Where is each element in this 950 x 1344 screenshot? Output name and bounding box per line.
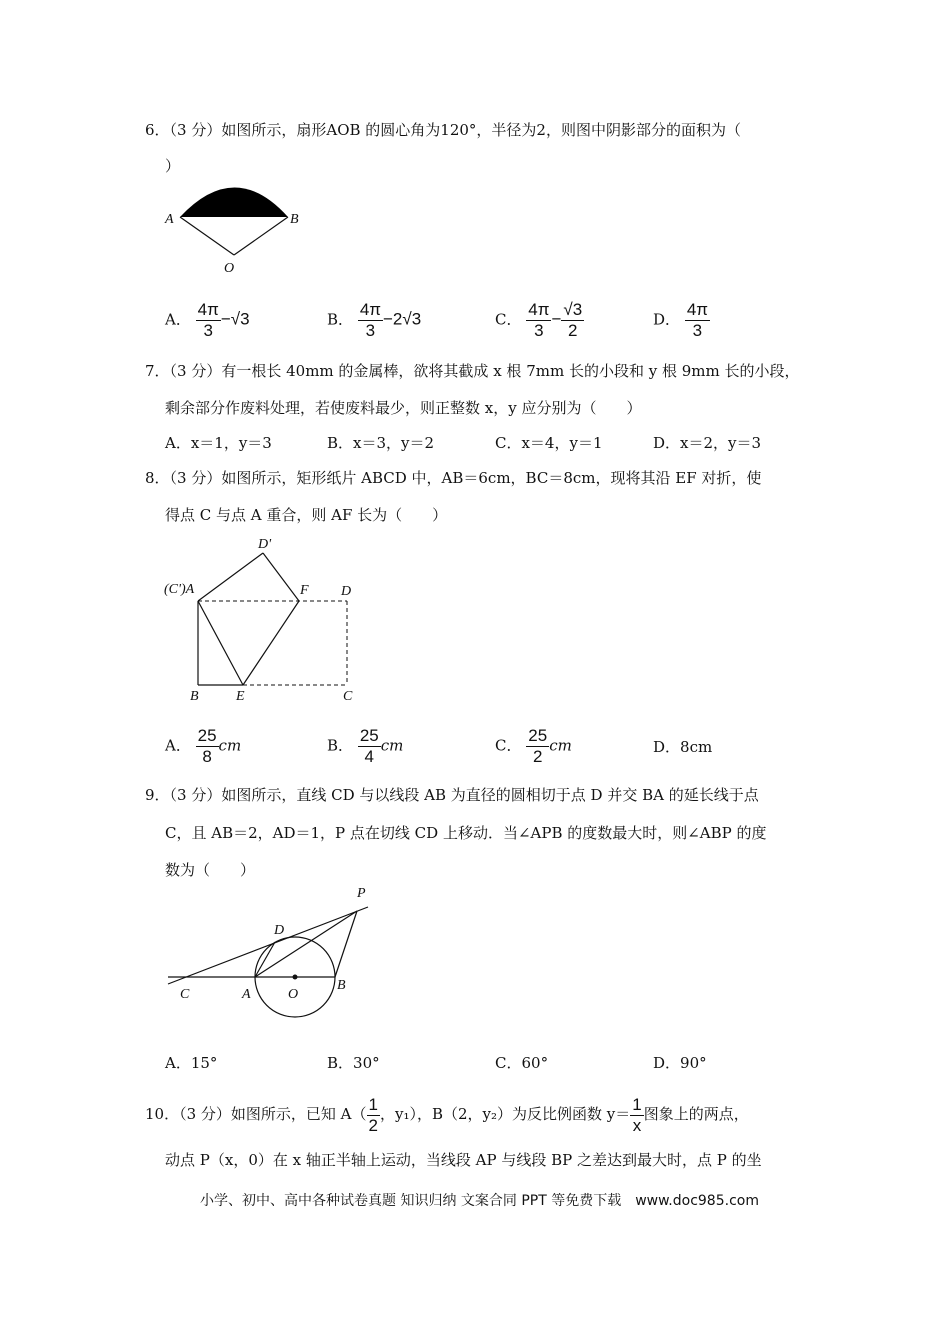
q8-label-d: D — [341, 584, 352, 599]
fraction: $\frac{4\pi}{3}$ — [686, 300, 708, 340]
q8-label-c-prime-a: (C')A — [164, 582, 195, 597]
option-letter: A． — [165, 310, 191, 329]
q6-label-o: O — [224, 261, 235, 276]
q8-text-line2: 得点 C 与点 A 重合，则 AF 长为（ ） — [165, 506, 448, 524]
option-letter: D． — [653, 310, 681, 329]
option-letter: A． — [165, 736, 191, 755]
q9-option-c[interactable]: C．60° — [495, 1054, 549, 1072]
q9-circle-tangent-figure — [160, 880, 380, 1020]
fraction: $\frac{4\pi}{3}$ — [197, 300, 219, 340]
page-footer: 小学、初中、高中各种试卷真题 知识归纳 文案合同 PPT 等免费下载 www.doc985.com — [200, 1193, 759, 1209]
q10-text-line2: 动点 P（x，0）在 x 轴正半轴上运动，当线段 AP 与线段 BP 之差达到最大时，点 P 的坐 — [165, 1151, 762, 1169]
option-letter: B． — [327, 310, 354, 329]
q7-text-line2: 剩余部分作废料处理，若使废料最少，则正整数 x，y 应分别为（ ） — [165, 399, 642, 417]
q6-text-line2: ） — [165, 157, 181, 175]
fraction: $\frac{25}{4}$ — [359, 726, 379, 766]
q8-text-line1: 8．（3 分）如图所示，矩形纸片 ABCD 中，AB＝6cm，BC＝8cm，现将其沿 EF 对折，使 — [145, 469, 762, 487]
q8-option-c[interactable]: C． $\frac{25}{2}$ cm — [495, 726, 572, 766]
q8-label-e: E — [236, 689, 245, 704]
fraction: $\frac{4\pi}{3}$ — [359, 300, 381, 340]
q8-label-b: B — [190, 689, 199, 704]
fraction: $\frac{√3}{2}$ — [563, 300, 583, 340]
q7-option-b[interactable]: B．x＝3，y＝2 — [327, 434, 435, 452]
q7-option-d[interactable]: D．x＝2，y＝3 — [653, 434, 762, 452]
q9-label-b: B — [337, 978, 346, 993]
option-letter: B． — [327, 736, 354, 755]
q9-option-d[interactable]: D．90° — [653, 1054, 707, 1072]
q9-label-d: D — [274, 923, 285, 938]
fraction: $\frac{25}{8}$ — [197, 726, 217, 766]
q9-option-b[interactable]: B．30° — [327, 1054, 380, 1072]
q6-label-b: B — [290, 212, 299, 227]
q9-option-a[interactable]: A．15° — [165, 1054, 218, 1072]
q6-option-d[interactable] — [653, 300, 710, 341]
q9-text-line1: 9．（3 分）如图所示，直线 CD 与以线段 AB 为直径的圆相切于点 D 并交 BA 的延长线于点 — [145, 786, 759, 804]
q6-option-a[interactable]: A． $\frac{4\pi}{3}$ −√3 — [165, 300, 250, 340]
q7-text-line1: 7．（3 分）有一根长 40mm 的金属棒，欲将其截成 x 根 7mm 长的小段和 y 根 9mm 长的小段， — [145, 362, 800, 380]
q9-label-c: C — [180, 987, 190, 1002]
q6-option-c[interactable]: C． $\frac{4\pi}{3}$ − $\frac{√3}{2}$ — [495, 300, 583, 340]
option-letter: C． — [495, 310, 522, 329]
q8-label-d-prime: D' — [258, 537, 272, 552]
q8-label-f: F — [300, 583, 309, 598]
fraction: $\frac{1}{x}$ — [632, 1094, 642, 1135]
fraction: $\frac{1}{2}$ — [368, 1094, 378, 1135]
q6-option-b[interactable]: B． $\frac{4\pi}{3}$ −2√3 — [327, 300, 422, 340]
q8-label-c: C — [343, 689, 353, 704]
q6-label-a: A — [165, 212, 174, 227]
q9-label-o: O — [288, 987, 299, 1002]
q9-label-a: A — [242, 987, 251, 1002]
q7-option-c[interactable]: C．x＝4，y＝1 — [495, 434, 603, 452]
q10-text-line1: 10．（3 分）如图所示，已知 A（ $\frac{1}{2}$ ，y₁），B（2，y₂）为反比例函数 y＝ $\frac{1}{x}$ 图象上的两点， — [145, 1094, 749, 1135]
option-letter: C． — [495, 736, 522, 755]
q8-option-d[interactable]: D．8cm — [653, 738, 713, 756]
q9-label-p: P — [357, 886, 366, 901]
q8-option-a[interactable]: A． $\frac{25}{8}$ cm — [165, 726, 242, 766]
q6-text-line1: 6．（3 分）如图所示，扇形AOB 的圆心角为120°，半径为2，则图中阴影部分的面积为（ — [145, 121, 741, 139]
q9-text-line2: C，且 AB＝2，AD＝1，P 点在切线 CD 上移动．当∠APB 的度数最大时，则∠ABP 的度 — [165, 824, 767, 842]
q9-text-line3: 数为（ ） — [165, 861, 256, 879]
q8-rectangle-figure — [160, 530, 370, 710]
q8-option-b[interactable]: B． $\frac{25}{4}$ cm — [327, 726, 404, 766]
q6-sector-figure — [160, 180, 310, 280]
fraction: $\frac{25}{2}$ — [528, 726, 548, 766]
fraction: $\frac{4\pi}{3}$ — [528, 300, 550, 340]
q7-option-a[interactable]: A．x＝1，y＝3 — [165, 434, 272, 452]
